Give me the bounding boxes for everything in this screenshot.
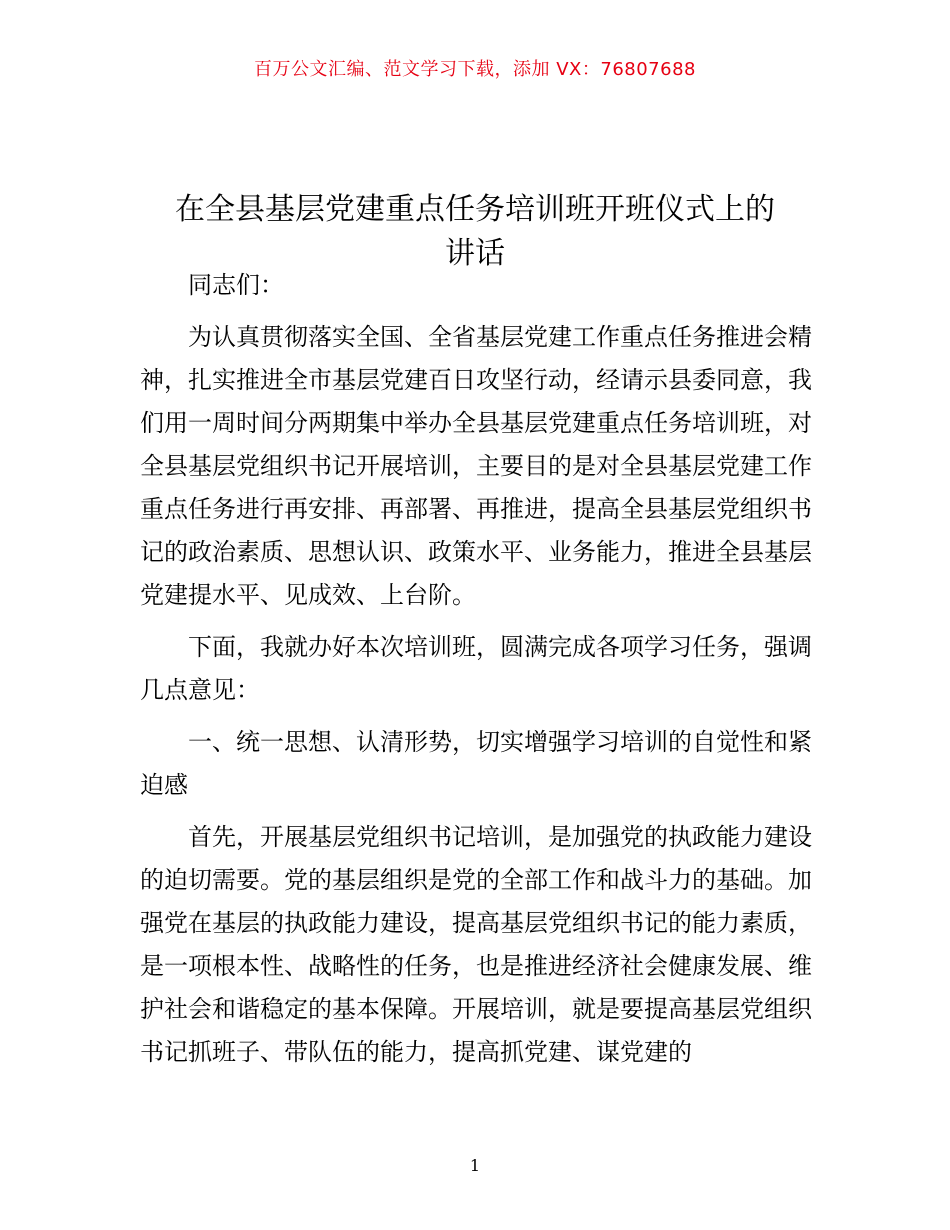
paragraph-first-point: 首先，开展基层党组织书记培训，是加强党的执政能力建设的迫切需要。党的基层组织是党的全部工作和战斗力的基础。加强党在基层的执政能力建设，提高基层党组织书记的能力素质，是一项根本性、战略性的任务，也是推进经济社会健康发展、维护社会和谐稳定的基本保障。开展培训，就是要提高基层党组织书记抓班子、带队伍的能力，提高抓党建、谋党建的: [140, 823, 812, 1066]
document-body: [140, 264, 812, 1083]
title-line-2: 讲话: [445, 236, 505, 272]
page-number: 1: [469, 1156, 481, 1175]
title-line-1: 在全县基层党建重点任务培训班开班仪式上的: [175, 192, 775, 228]
salutation: 同志们：: [188, 271, 284, 299]
section-heading-1: 一、统一思想、认清形势，切实增强学习培训的自觉性和紧迫感: [140, 728, 812, 799]
paragraph-transition: 下面，我就办好本次培训班，圆满完成各项学习任务，强调几点意见：: [140, 633, 812, 704]
paragraph-intro: 为认真贯彻落实全国、全省基层党建工作重点任务推进会精神，扎实推进全市基层党建百日攻坚行动，经请示县委同意，我们用一周时间分两期集中举办全县基层党建重点任务培训班，对全县基层党组织书记开展培训，主要目的是对全县基层党建工作重点任务进行再安排、再部署、再推进，提高全县基层党组织书记的政治素质、思想认识、政策水平、业务能力，推进全县基层党建提水平、见成效、上台阶。: [140, 323, 812, 609]
document-title: [140, 188, 810, 276]
header-note: 百万公文汇编、范文学习下载，添加 VX：76807688: [254, 59, 696, 80]
